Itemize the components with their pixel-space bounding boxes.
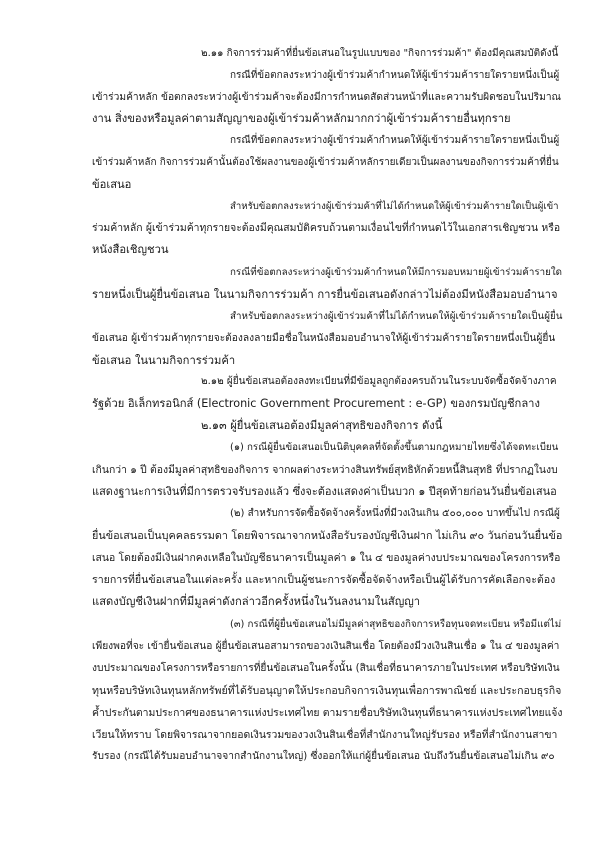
text-line: (๑) กรณีผู้ยื่นข้อเสนอเป็นนิติบุคคลที่จัดตั้งขึ้นตามกฎหมายไทยซึ่งได้จดทะเบียน (230, 442, 559, 453)
text-line: งบประมาณของโครงการหรือรายการที่ยื่นข้อเสนอในครั้งนั้น (สินเชื่อที่ธนาคารภายในประเทศ หรือบริษัทเงิน (92, 663, 560, 674)
text-line: ข้อเสนอ (92, 178, 132, 191)
text-line: งาน สิ่งของหรือมูลค่าตามสัญญาของผู้เข้าร่วมค้าหลักมากกว่าผู้เข้าร่วมค้ารายอื่นทุกราย (92, 112, 511, 125)
text-line: แสดงบัญชีเงินฝากที่มีมูลค่าดังกล่าวอีกครั้งหนึ่งในวันลงนามในสัญญา (92, 595, 421, 608)
text-line: กรณีที่ข้อตกลงระหว่างผู้เข้าร่วมค้ากำหนดให้ผู้เข้าร่วมค้ารายใดรายหนึ่งเป็นผู้ (230, 135, 560, 146)
text-line: ๒.๑๑ กิจการร่วมค้าที่ยื่นข้อเสนอในรูปแบบของ "กิจการร่วมค้า" ต้องมีคุณสมบัติดังนี้ (201, 48, 559, 59)
text-line: กรณีที่ข้อตกลงระหว่างผู้เข้าร่วมค้ากำหนดให้มีการมอบหมายผู้เข้าร่วมค้ารายใด (230, 267, 563, 278)
text-line: เวียนให้ทราบ โดยพิจารณาจากยอดเงินรวมของวงเงินสินเชื่อที่สำนักงานใหญ่รับรอง หรือที่สำนักงานสาขา (92, 729, 558, 741)
text-line: สำหรับข้อตกลงระหว่างผู้เข้าร่วมค้าที่ไม่ได้กำหนดให้ผู้เข้าร่วมค้ารายใดเป็นผู้ยื่น (230, 311, 563, 322)
text-line: (๒) สำหรับการจัดซื้อจัดจ้างครั้งหนึ่งที่มีวงเงินเกิน ๕๐๐,๐๐๐ บาทขึ้นไป กรณีผู้ (230, 508, 560, 519)
text-line: ข้อเสนอ ในนามกิจการร่วมค้า (92, 354, 236, 367)
text-line: ร่วมค้าหลัก ผู้เข้าร่วมค้าทุกรายจะต้องมีคุณสมบัติครบถ้วนตามเงื่อนไขที่กำหนดไว้ในเอกสารเชิญชวน หรือ (92, 222, 561, 234)
text-line: (๓) กรณีที่ผู้ยื่นข้อเสนอไม่มีมูลค่าสุทธิของกิจการหรือทุนจดทะเบียน หรือมีแต่ไม่ (230, 619, 562, 630)
text-line: รับรอง (กรณีได้รับมอบอำนาจจากสำนักงานใหญ่) ซึ่งออกให้แก่ผู้ยื่นข้อเสนอ นับถึงวันยื่นข้อเสนอไม่เกิน ๙๐ (92, 751, 555, 762)
text-line: เข้าร่วมค้าหลัก ข้อตกลงระหว่างผู้เข้าร่วมค้าจะต้องมีการกำหนดสัดส่วนหน้าที่และความรับผิดชอบในปริมาณ (92, 92, 562, 103)
text-line: ค้ำประกันตามประกาศของธนาคารแห่งประเทศไทย ตามรายชื่อบริษัทเงินทุนที่ธนาคารแห่งประเทศไทยแจ้ง (92, 707, 563, 719)
text-line: ทุนหรือบริษัทเงินทุนหลักทรัพย์ที่ได้รับอนุญาตให้ประกอบกิจการเงินทุนเพื่อการพาณิชย์ และประกอบธุรกิจ (92, 685, 562, 697)
text-line: ๒.๑๓ ผู้ยื่นข้อเสนอต้องมีมูลค่าสุทธิของกิจการ ดังนี้ (201, 419, 443, 432)
text-line: เข้าร่วมค้าหลัก กิจการร่วมค้านั้นต้องใช้ผลงานของผู้เข้าร่วมค้าหลักรายเดียวเป็นผลงานของกิจการร่วมค้าที่ยื่น (92, 157, 559, 168)
text-line: เพียงพอที่จะ เข้ายื่นข้อเสนอ ผู้ยื่นข้อเสนอสามารถขอวงเงินสินเชื่อ โดยต้องมีวงเงินสินเชื่อ ๑ ใน ๔ ของมูลค่า (92, 641, 560, 652)
text-line: ๒.๑๒ ผู้ยื่นข้อเสนอต้องลงทะเบียนที่มีข้อมูลถูกต้องครบถ้วนในระบบจัดซื้อจัดจ้างภาค (201, 376, 557, 387)
text-line: รายการที่ยื่นข้อเสนอในแต่ละครั้ง และหากเป็นผู้ชนะการจัดซื้อจัดจ้างหรือเป็นผู้ได้รับการคัดเลือกจะต้อง (92, 574, 556, 586)
text-line: กรณีที่ข้อตกลงระหว่างผู้เข้าร่วมค้ากำหนดให้ผู้เข้าร่วมค้ารายใดรายหนึ่งเป็นผู้ (230, 70, 560, 81)
text-line: สำหรับข้อตกลงระหว่างผู้เข้าร่วมค้าที่ไม่ได้กำหนดให้ผู้เข้าร่วมค้ารายใดเป็นผู้เข้า (230, 201, 559, 212)
text-line: รัฐด้วย อิเล็กทรอนิกส์ (Electronic Government Procurement : e-GP) ของกรมบัญชีกลาง (92, 397, 540, 410)
text-line: แสดงฐานะการเงินที่มีการตรวจรับรองแล้ว ซึ่งจะต้องแสดงค่าเป็นบวก ๑ ปีสุดท้ายก่อนวันยื่นข้อเสนอ (92, 485, 557, 498)
text-line: เกินกว่า ๑ ปี ต้องมีมูลค่าสุทธิของกิจการ จากผลต่างระหว่างสินทรัพย์สุทธิหักด้วยหนี้สินสุทธิ ที่ปรากฏในงบ (92, 464, 558, 476)
text-line: ข้อเสนอ ผู้เข้าร่วมค้าทุกรายจะต้องลงลายมือชื่อในหนังสือมอบอำนาจให้ผู้เข้าร่วมค้ารายใดรายหนึ่งเป็นผู้ยื่น (92, 333, 556, 344)
text-line: รายหนึ่งเป็นผู้ยื่นข้อเสนอ ในนามกิจการร่วมค้า การยื่นข้อเสนอดังกล่าวไม่ต้องมีหนังสือมอบอำนาจ (92, 288, 558, 301)
text-line: หนังสือเชิญชวน (92, 243, 169, 256)
text-line: ยื่นข้อเสนอเป็นบุคคลธรรมดา โดยพิจารณาจากหนังสือรับรองบัญชีเงินฝาก ไม่เกิน ๙๐ วันก่อนวันยื่นข้อ (92, 529, 563, 542)
text-line: เสนอ โดยต้องมีเงินฝากคงเหลือในบัญชีธนาคารเป็นมูลค่า ๑ ใน ๔ ของมูลค่างบประมาณของโครงการหรือ (92, 552, 561, 564)
